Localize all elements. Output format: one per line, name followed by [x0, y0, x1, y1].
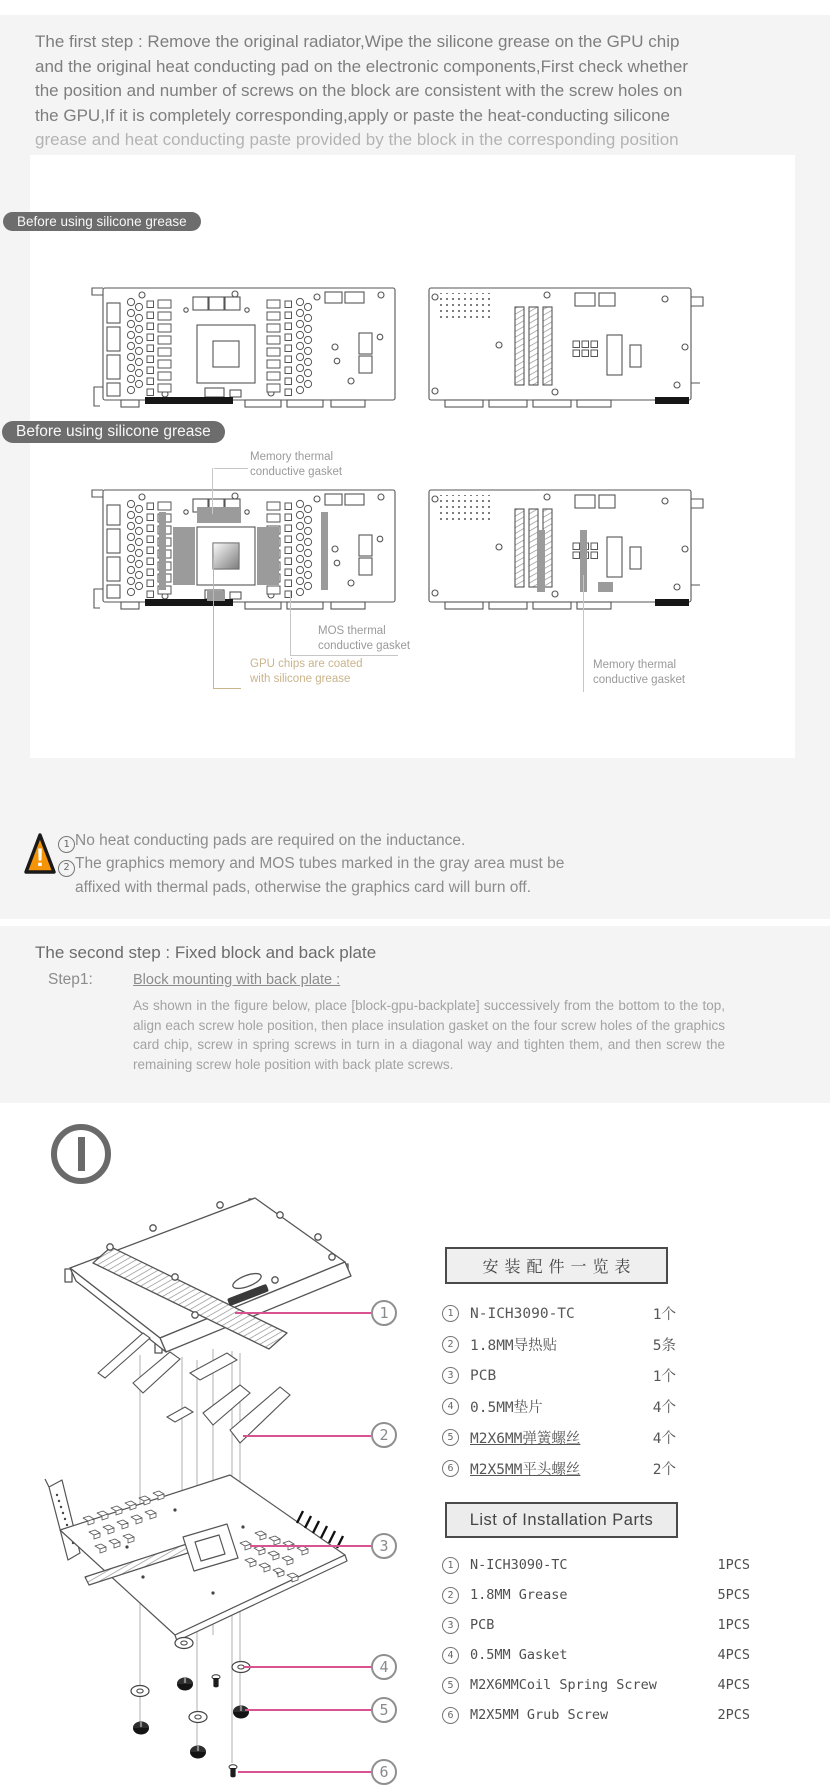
- callout-2: 2: [371, 1422, 397, 1448]
- parts-row: 6 M2X5MM平头螺丝 2个: [442, 1453, 676, 1484]
- water-block: [65, 1198, 351, 1353]
- warning-text: 1 No heat conducting pads are required on the inductance. 2 The graphics memory and MOS tubes marked in the gray area must be affixed with thermal pads, otherwise the graphics card will burn off.: [58, 830, 564, 898]
- parts-row: 6 M2X5MM Grub Screw 2PCS: [442, 1700, 750, 1730]
- callout-5: 5: [371, 1697, 397, 1723]
- callout-line-3: [250, 1545, 372, 1547]
- intro-line: the position and number of screws on the block are consistent with the screw holes on: [35, 81, 683, 100]
- warning-icon: [24, 831, 56, 877]
- gpu-leader-v: [213, 558, 214, 688]
- pcb-back-before: [429, 288, 703, 407]
- thermal-pads: [98, 1333, 290, 1443]
- parts-row: 4 0.5MM Gasket 4PCS: [442, 1640, 750, 1670]
- memory-top-leader-v: [212, 468, 213, 514]
- intro-line: the GPU,If it is completely corresponding,apply or paste the heat-conducting silicone: [35, 105, 671, 125]
- parts-row: 2 1.8MM导热贴 5条: [442, 1329, 676, 1360]
- warning-item-num: 2: [58, 860, 75, 877]
- pcb-front-marked: [92, 490, 395, 609]
- intro-paragraph: [35, 30, 795, 149]
- figure-number-glyph: [78, 1137, 85, 1171]
- gpu-leader-h: [213, 688, 241, 689]
- callout-6: 6: [371, 1759, 397, 1785]
- annotation-gpu-grease: GPU chips are coated with silicone grease: [250, 658, 363, 685]
- callout-1: 1: [371, 1300, 397, 1326]
- parts-table-cn: [442, 1298, 676, 1484]
- mos-leader-v: [290, 592, 291, 655]
- warning-item-num: 1: [58, 836, 75, 853]
- parts-row: 2 1.8MM Grease 5PCS: [442, 1580, 750, 1610]
- step1-title: Block mounting with back plate :: [133, 972, 341, 988]
- second-step-heading: The second step : Fixed block and back plate: [35, 943, 377, 962]
- badge-before-grease-1: Before using silicone grease: [3, 212, 201, 231]
- parts-table-en-title: List of Installation Parts: [445, 1502, 678, 1538]
- callout-3: 3: [371, 1533, 397, 1559]
- callout-line-6: [238, 1771, 372, 1773]
- parts-table-cn-title: 安装配件一览表: [445, 1247, 668, 1284]
- step1-body: As shown in the figure below, place [block-gpu-backplate] successively from the bottom to the top, align each screw hole position, then place insulation gasket on the four screw holes of the graphics card chip, screw in spring screws in turn in a diagonal way and tighten them, and then screw the remaining screw hole position with back plate screws.: [133, 998, 725, 1072]
- badge-before-grease-2: Before using silicone grease: [2, 421, 225, 443]
- annotation-mos: MOS thermal conductive gasket: [318, 625, 411, 652]
- parts-row: 1 N-ICH3090-TC 1个: [442, 1298, 676, 1329]
- callout-line-1: [235, 1312, 371, 1314]
- parts-row: 5 M2X6MMCoil Spring Screw 4PCS: [442, 1670, 750, 1700]
- step1-label: Step1:: [48, 971, 93, 988]
- intro-line: The first step : Remove the original radiator,Wipe the silicone grease on the GPU chip: [35, 32, 680, 51]
- pcb-back-marked: [429, 490, 703, 609]
- figure-number-circle: [51, 1124, 111, 1184]
- intro-line: and the original heat conducting pad on the electronic components,First check whether: [35, 56, 689, 76]
- memory-top-leader-h: [214, 468, 248, 469]
- mos-leader-h: [290, 655, 398, 656]
- graphics-card-pcb: [45, 1475, 347, 1641]
- callout-line-4: [243, 1666, 372, 1668]
- parts-row: 3 PCB 1PCS: [442, 1610, 750, 1640]
- callout-4: 4: [371, 1654, 397, 1680]
- pcb-front-before: [92, 288, 395, 407]
- annotation-memory-right: Memory thermal conductive gasket: [593, 659, 686, 686]
- callout-line-2: [243, 1435, 371, 1437]
- parts-row: 3 PCB 1个: [442, 1360, 676, 1391]
- parts-row: 4 0.5MM垫片 4个: [442, 1391, 676, 1422]
- parts-table-en: [442, 1550, 750, 1730]
- memory-right-leader-v: [583, 575, 584, 692]
- parts-row: 5 M2X6MM弹簧螺丝 4个: [442, 1422, 676, 1453]
- warning-exclamation: !: [35, 844, 45, 872]
- exploded-assembly-diagram: [35, 1185, 410, 1781]
- intro-line-clipped: grease and heat conducting paste provided by the block in the corresponding position: [35, 130, 679, 149]
- callout-line-5: [245, 1709, 372, 1711]
- parts-row: 1 N-ICH3090-TC 1PCS: [442, 1550, 750, 1580]
- annotation-memory-top: Memory thermal conductive gasket: [250, 451, 343, 478]
